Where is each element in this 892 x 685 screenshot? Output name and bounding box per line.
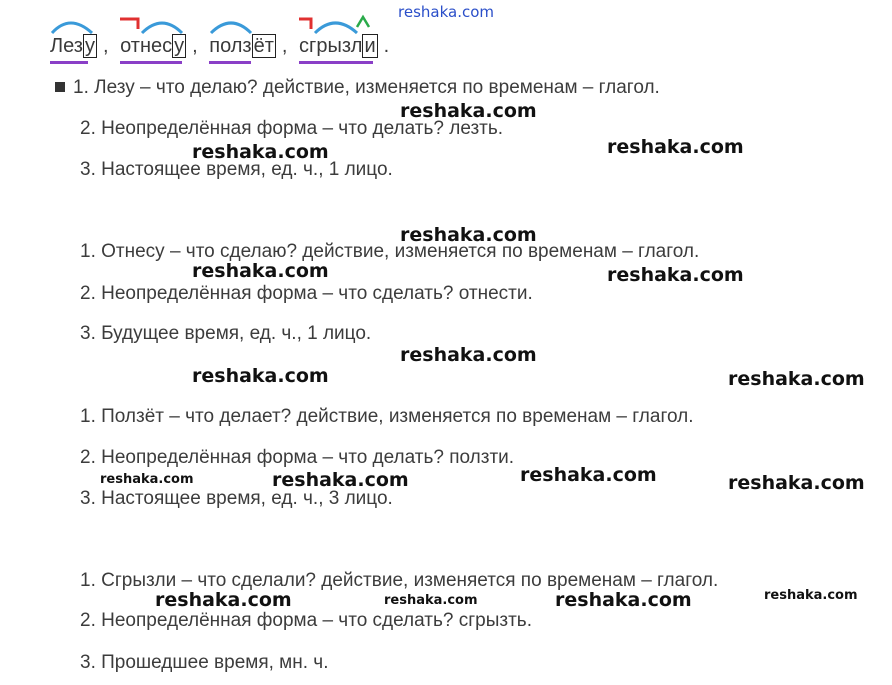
watermark: reshaka.com xyxy=(400,100,537,122)
word-ending-box: и xyxy=(364,35,376,57)
watermark-top: reshaka.com xyxy=(398,3,494,21)
word-3 xyxy=(209,33,276,59)
watermark: reshaka.com xyxy=(192,365,329,387)
word-4 xyxy=(299,33,378,59)
analysis-line: 3. Настоящее время, ед. ч., 3 лицо. xyxy=(80,488,393,509)
word-stem: отнес xyxy=(120,35,173,57)
watermark: reshaka.com xyxy=(400,344,537,366)
stem-underline xyxy=(120,61,182,64)
watermark: reshaka.com xyxy=(384,593,478,608)
word-stem: полз xyxy=(209,35,252,57)
word-ending-box: у xyxy=(84,35,95,57)
analysis-line: 2. Неопределённая форма – что сделать? отнести. xyxy=(80,283,533,304)
end-mark: . xyxy=(383,35,390,57)
analysis-line: 1. Сгрызли – что сделали? действие, изменяется по временам – глагол. xyxy=(80,570,719,591)
word-1 xyxy=(50,33,97,59)
watermark: reshaka.com xyxy=(520,464,657,486)
morpheme-words-row xyxy=(50,33,395,59)
watermark: reshaka.com xyxy=(400,224,537,246)
stem-underline xyxy=(209,61,251,64)
watermark: reshaka.com xyxy=(555,589,692,611)
bullet-square-icon xyxy=(55,82,65,92)
word-stem: Лез xyxy=(50,35,83,57)
analysis-line: 2. Неопределённая форма – что делать? лезть. xyxy=(80,118,504,139)
analysis-line: 2. Неопределённая форма – что сделать? сгрызть. xyxy=(80,610,532,631)
watermark: reshaka.com xyxy=(607,264,744,286)
watermark: reshaka.com xyxy=(728,472,865,494)
watermark: reshaka.com xyxy=(155,589,292,611)
watermark: reshaka.com xyxy=(728,368,865,390)
analysis-line: 2. Неопределённая форма – что делать? ползти. xyxy=(80,447,515,468)
analysis-line: 1. Отнесу – что сделаю? действие, изменяется по временам – глагол. xyxy=(80,241,700,262)
root-arc-icon xyxy=(205,15,265,35)
prefix-root-marks-icon xyxy=(116,15,196,35)
stem-underline xyxy=(50,61,88,64)
analysis-line: 3. Будущее время, ед. ч., 1 лицо. xyxy=(80,323,372,344)
watermark: reshaka.com xyxy=(764,588,858,603)
watermark: reshaka.com xyxy=(192,260,329,282)
word-ending-box: ёт xyxy=(253,35,274,57)
watermark: reshaka.com xyxy=(607,136,744,158)
analysis-line: 3. Настоящее время, ед. ч., 1 лицо. xyxy=(80,159,393,180)
separator: , xyxy=(192,35,198,57)
stem-underline xyxy=(299,61,373,64)
analysis-line: 1. Лезу – что делаю? действие, изменяется по временам – глагол. xyxy=(55,76,660,100)
watermark: reshaka.com xyxy=(272,469,409,491)
separator: , xyxy=(102,35,109,57)
watermark: reshaka.com xyxy=(100,472,194,487)
watermark: reshaka.com xyxy=(192,141,329,163)
word-2 xyxy=(120,33,186,59)
prefix-root-suffix-marks-icon xyxy=(295,15,385,37)
word-ending-box: у xyxy=(174,35,185,57)
root-arc-icon xyxy=(46,15,106,35)
analysis-line: 1. Ползёт – что делает? действие, изменяется по временам – глагол. xyxy=(80,406,694,427)
analysis-line: 3. Прошедшее время, мн. ч. xyxy=(80,652,329,673)
separator: , xyxy=(281,35,288,57)
word-stem: сгрызл xyxy=(299,35,363,57)
